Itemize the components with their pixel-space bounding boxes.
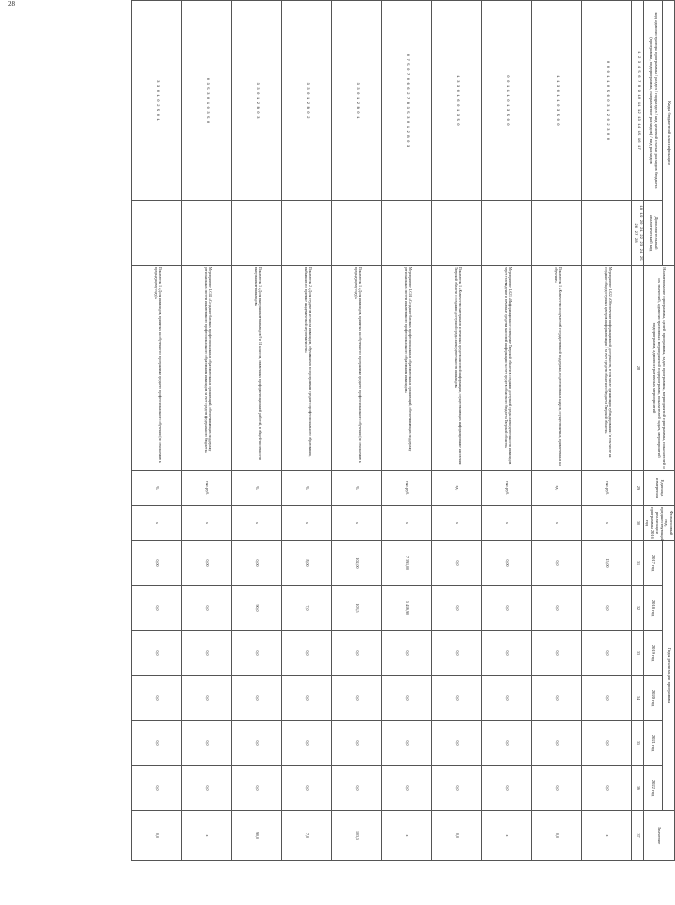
- row-codes: 3 3 0 1 2 В 0 2: [282, 1, 332, 201]
- row-value-2017: 0,0: [432, 541, 482, 586]
- row-value-2019: 0,0: [282, 631, 332, 676]
- row-value-2019: 0,0: [232, 631, 282, 676]
- row-value-2021: 0,0: [382, 721, 432, 766]
- col-num-32: 32: [632, 586, 643, 631]
- row-value-2017: 0,0: [532, 541, 582, 586]
- row-financial-year: х: [232, 506, 282, 541]
- row-value-2019: 0,0: [382, 631, 432, 676]
- col-num-36: 36: [632, 766, 643, 811]
- row-value-2018: 7,0: [282, 586, 332, 631]
- row-description: Показатель 2 «Доля студентов из числа инвалидов, обучавшихся по программам среднего профессионального образования, выбывших по причине академической неуспеваемости»: [282, 266, 332, 471]
- rotated-page: [105, 0, 675, 860]
- row-analytic-code: [282, 201, 332, 266]
- row-codes: 0 7 5 0 7 0 6 6 2 7 8 3 5 3 0 1 2 В 0 3: [382, 1, 432, 201]
- row-value-2017: 0,00: [132, 541, 182, 586]
- row-value-2021: 0,0: [582, 721, 632, 766]
- row-analytic-code: [332, 201, 382, 266]
- row-description: Показатель 1 «Доля инвалидов, принятых на обучение по программам среднего профессионального обучения (по отношению к предыдущему году)»: [332, 266, 382, 471]
- row-codes: 0 0 0 1 1 0 5 6 0 3 1 2 0 2 3 0 0: [582, 1, 632, 201]
- row-value-2022: 0,0: [132, 766, 182, 811]
- row-unit: ед.: [432, 471, 482, 506]
- row-value-2022: 0,0: [182, 766, 232, 811]
- row-value-2022: 0,0: [532, 766, 582, 811]
- row-value-2020: 0,0: [482, 676, 532, 721]
- row-value-2021: 0,0: [532, 721, 582, 766]
- row-value-2022: 0,0: [482, 766, 532, 811]
- target-article-label: код целевой статьи расходов бюджета: [653, 116, 659, 189]
- year-2021: 2021 год: [643, 721, 662, 766]
- subsection-label: подраздел: [653, 93, 659, 113]
- row-value-2019: 0,0: [482, 631, 532, 676]
- year-2019: 2019 год: [643, 631, 662, 676]
- table-row: [182, 1, 232, 861]
- row-total: 0,0: [432, 811, 482, 861]
- row-value-2021: 0,0: [482, 721, 532, 766]
- budget-classifier-header: Коды бюджетной классификации: [663, 1, 675, 266]
- row-analytic-code: [382, 201, 432, 266]
- admin-code-label: код администратора программы: [653, 12, 659, 74]
- row-total: 7,0: [282, 811, 332, 861]
- row-value-2022: 0,0: [332, 766, 382, 811]
- table-row: [482, 1, 532, 861]
- table-row: [582, 1, 632, 861]
- table-row: [532, 1, 582, 861]
- program-name-header: Наименование программы, целей программы, задач программы, мероприятий программы, показателей и их значений, административных мероприятий подпрограмм, показателей задач, мероприятий подпрограмм, административных мероприятий: [643, 266, 674, 471]
- page-number: 28: [8, 0, 15, 8]
- row-value-2018: 90,0: [232, 586, 282, 631]
- table-row: [382, 1, 432, 861]
- row-value-2018: 0,0: [432, 586, 482, 631]
- row-value-2018: 5 416,90: [382, 586, 432, 631]
- col-num-analytic: 18 19 20 21 22 23 24 25 26 27 28: [632, 201, 643, 266]
- row-unit: %: [232, 471, 282, 506]
- row-analytic-code: [582, 201, 632, 266]
- years-header: Годы реализации программы: [663, 541, 675, 811]
- table-row: [332, 1, 382, 861]
- col-num-34: 34: [632, 676, 643, 721]
- row-value-2019: 0,0: [432, 631, 482, 676]
- col-num-29: 29: [632, 471, 643, 506]
- row-description: Показатель 1 «Доля инвалидов, принятых на обучение по программам среднего профессионального обучения (по отношению к предыдущему году)»: [132, 266, 182, 471]
- row-total: 90,0: [232, 811, 282, 861]
- col-num-codes: 1 2 3 4 5 6 7 8 9 10 11 12 13 14 15 16 17: [632, 1, 643, 201]
- row-total: х: [182, 811, 232, 861]
- row-value-2018: 0,0: [532, 586, 582, 631]
- value-header: Значение: [643, 811, 674, 861]
- row-value-2017: 8,00: [282, 541, 332, 586]
- row-unit: %: [282, 471, 332, 506]
- row-codes: 3 3 0 1 0 2 5 0 1: [132, 1, 182, 201]
- table-row: [232, 1, 282, 861]
- row-value-2020: 0,0: [582, 676, 632, 721]
- row-value-2020: 0,0: [382, 676, 432, 721]
- col-num-28: 28: [632, 266, 643, 471]
- row-analytic-code: [232, 201, 282, 266]
- row-financial-year: х: [282, 506, 332, 541]
- row-value-2021: 0,0: [132, 721, 182, 766]
- direction-label: направление расходов: [648, 91, 654, 134]
- col-num-35: 35: [632, 721, 643, 766]
- row-value-2018: 0,0: [182, 586, 232, 631]
- row-value-2020: 0,0: [282, 676, 332, 721]
- analytic-code-header: Дополнительный аналитический код: [643, 201, 662, 266]
- unit-header: Единица измерения: [643, 471, 674, 506]
- row-value-2022: 0,0: [282, 766, 332, 811]
- col-num-30: 30: [632, 506, 643, 541]
- row-value-2021: 0,0: [332, 721, 382, 766]
- row-description: Мероприятие 1.023 «Информационное освещение Тверской области в создании доступной среды жизнедеятельности инвалидов через телевидение и печатные средства массовой информации за счет средств областного бюджета Тверской области»: [482, 266, 532, 471]
- table-row: [132, 1, 182, 861]
- row-codes: 0 3 5 3 0 1 0 3 5 0: [182, 1, 232, 201]
- codes-subheader: код администратора программы / раздел / подраздел / код целевой статьи расходов бюджета (программа, подпрограмма, направление расходов) / вид расходов: [643, 1, 662, 201]
- row-value-2020: 0,0: [182, 676, 232, 721]
- row-analytic-code: [432, 201, 482, 266]
- row-financial-year: х: [532, 506, 582, 541]
- table-body: [132, 1, 632, 861]
- row-unit: тыс.руб.: [182, 471, 232, 506]
- row-total: х: [382, 811, 432, 861]
- row-analytic-code: [132, 201, 182, 266]
- row-total: 0,0: [132, 811, 182, 861]
- row-value-2018: 0,0: [582, 586, 632, 631]
- row-value-2020: 0,0: [132, 676, 182, 721]
- row-value-2022: 0,0: [432, 766, 482, 811]
- table-row: [432, 1, 482, 861]
- row-value-2017: 0,00: [182, 541, 232, 586]
- row-value-2020: 0,0: [332, 676, 382, 721]
- row-total: х: [582, 811, 632, 861]
- row-value-2022: 0,0: [382, 766, 432, 811]
- row-codes: 1 1 3 0 1 1 0 3 5 0 0: [532, 1, 582, 201]
- row-value-2019: 0,0: [182, 631, 232, 676]
- year-2022: 2022 год: [643, 766, 662, 811]
- row-total: х: [482, 811, 532, 861]
- row-value-2021: 0,0: [432, 721, 482, 766]
- section-label: раздел: [653, 77, 659, 90]
- row-value-2020: 0,0: [532, 676, 582, 721]
- row-analytic-code: [482, 201, 532, 266]
- row-value-2018: 103,5: [332, 586, 382, 631]
- row-financial-year: х: [132, 506, 182, 541]
- year-2017: 2017 год: [643, 541, 662, 586]
- row-unit: %: [332, 471, 382, 506]
- row-value-2021: 0,0: [182, 721, 232, 766]
- row-value-2018: 0,0: [482, 586, 532, 631]
- row-value-2017: 7 391,00: [382, 541, 432, 586]
- row-description: Показатель 3 «Доля выпускников-инвалидов 9 и 11 классов, охваченных профориентационной работой, в общей численности выпускников-инвалидов»: [232, 266, 282, 471]
- expense-type-label: вид расходов: [648, 138, 654, 164]
- row-value-2017: 102,00: [332, 541, 382, 586]
- row-unit: тыс.руб.: [482, 471, 532, 506]
- row-analytic-code: [532, 201, 582, 266]
- row-financial-year: х: [332, 506, 382, 541]
- row-value-2017: 0,00: [232, 541, 282, 586]
- row-value-2019: 0,0: [332, 631, 382, 676]
- row-value-2019: 0,0: [132, 631, 182, 676]
- row-codes: 0 0 1 1 1 0 1 3 5 0 0: [482, 1, 532, 201]
- row-value-2021: 0,0: [232, 721, 282, 766]
- row-unit: тыс.руб.: [382, 471, 432, 506]
- row-financial-year: х: [482, 506, 532, 541]
- row-financial-year: х: [182, 506, 232, 541]
- program-table: [131, 0, 675, 861]
- financial-year-header: Финансовый год, предшествующий реализации программы 2016 год: [643, 506, 674, 541]
- row-unit: тыс.руб.: [582, 471, 632, 506]
- row-codes: 1 3 3 0 1 6 0 1 3 5 0: [432, 1, 482, 201]
- row-value-2019: 0,0: [532, 631, 582, 676]
- row-value-2017: 0,00: [482, 541, 532, 586]
- row-description: Мероприятие 1.С02 «Создание базовых профессиональных образовательных организаций, обеспечивающих поддержку региональных систем инклюзивного профессионального образования инвалидов за счет средств федерального бюджета»: [182, 266, 232, 471]
- row-financial-year: х: [432, 506, 482, 541]
- col-num-31: 31: [632, 541, 643, 586]
- row-value-2020: 0,0: [432, 676, 482, 721]
- subprogram-label: подпрограмма: [648, 61, 654, 90]
- row-value-2022: 0,0: [232, 766, 282, 811]
- row-value-2018: 0,0: [132, 586, 182, 631]
- row-value-2019: 0,0: [582, 631, 632, 676]
- col-num-37: 37: [632, 811, 643, 861]
- row-unit: ед.: [532, 471, 582, 506]
- row-value-2017: 15,00: [582, 541, 632, 586]
- row-total: 103,5: [332, 811, 382, 861]
- year-2018: 2018 год: [643, 586, 662, 631]
- row-value-2021: 0,0: [282, 721, 332, 766]
- program-label: программа: [648, 38, 654, 60]
- table-row: [282, 1, 332, 861]
- row-description: Мероприятие 1.С01 «Создание базовых профессиональных образовательных организаций, обеспечивающих поддержку региональных систем инклюзивного профессионального образования инвалидов»: [382, 266, 432, 471]
- row-financial-year: х: [382, 506, 432, 541]
- row-description: Показатель 1 «Количество получателей государственной поддержки, подготовленных кадров, осуществляемых, привлеченных на обучение»: [532, 266, 582, 471]
- col-num-33: 33: [632, 631, 643, 676]
- row-value-2020: 0,0: [232, 676, 282, 721]
- row-analytic-code: [182, 201, 232, 266]
- row-financial-year: х: [582, 506, 632, 541]
- row-value-2022: 0,0: [582, 766, 632, 811]
- column-number-row: [632, 1, 643, 861]
- row-unit: %: [132, 471, 182, 506]
- row-total: 0,0: [532, 811, 582, 861]
- year-2020: 2020 год: [643, 676, 662, 721]
- row-codes: 3 3 0 1 2 В 0 1: [332, 1, 382, 201]
- row-codes: 3 3 0 1 2 В 0 3: [232, 1, 282, 201]
- row-description: Мероприятие 1.022 «Обеспечение информационной доступности, в том числе организация субсидирования / в том числе на создание общедоступных центров информатизации / за счет средств областного бюджета Тверской области»: [582, 266, 632, 471]
- row-description: Показатель 1 «Количество материалов и печатных средств массовой информации, осуществляющих информирование населения Тверской области о создании доступной среды жизнедеятельности инвалидов»: [432, 266, 482, 471]
